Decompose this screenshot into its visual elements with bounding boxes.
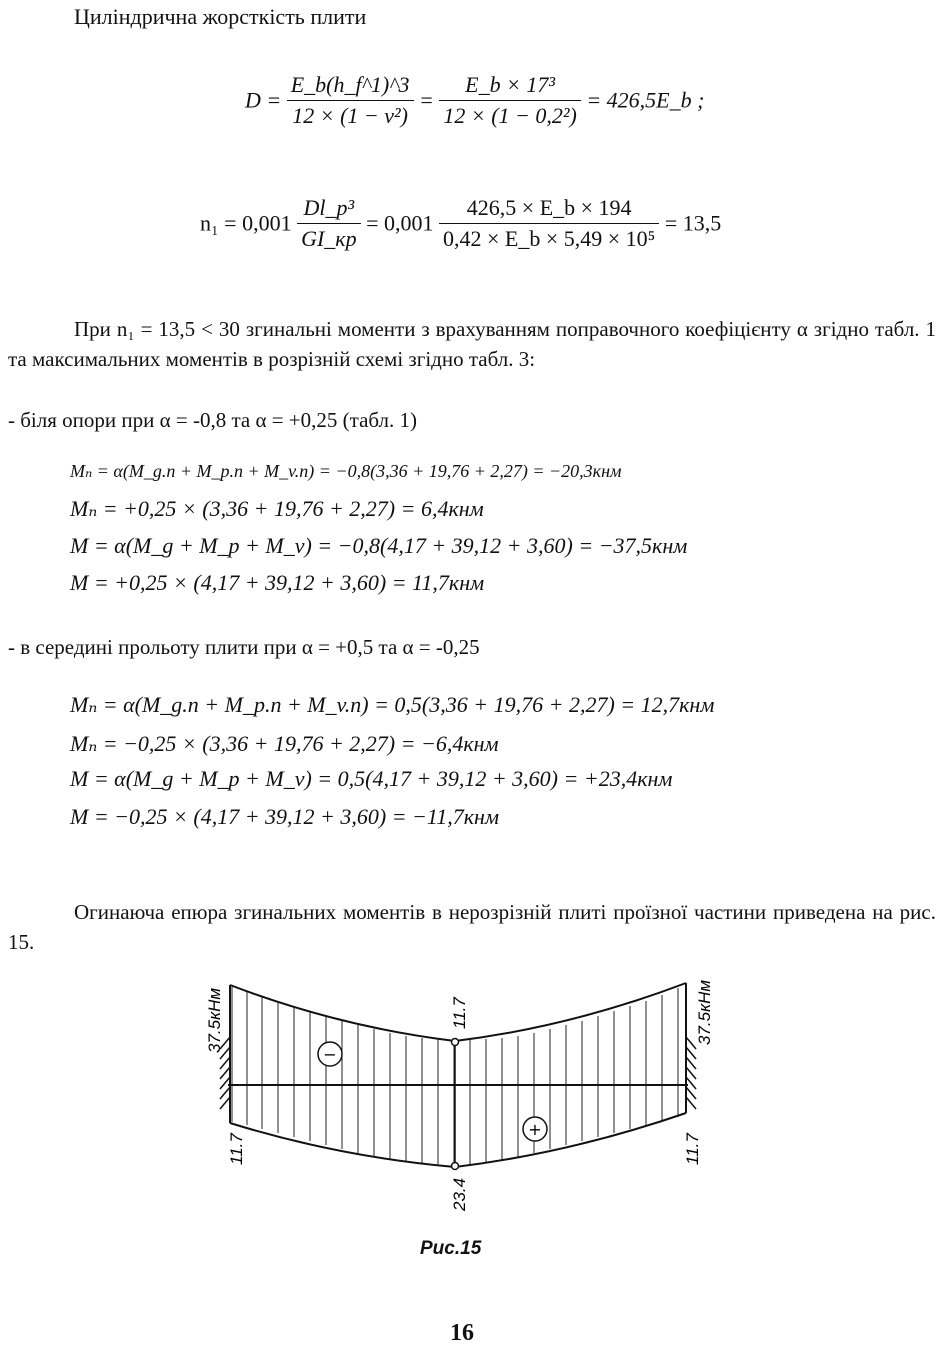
support-formula-1: Mₙ = α(M_g.n + M_p.n + M_v.n) = −0,8(3,36 + 19,76 + 2,27) = −20,3кнм	[70, 461, 622, 481]
formula-n1-fraction-1	[297, 195, 361, 252]
left-bottom-value: 11.7	[227, 1133, 246, 1165]
formula-n1-lhs: n₁ = 0,001	[200, 210, 292, 236]
formula-d-result: = 426,5E_b ;	[586, 87, 705, 113]
formula-n1-mid: = 0,001	[366, 210, 434, 236]
formula-n1-fraction-2	[439, 195, 659, 252]
page-number: 16	[450, 1320, 474, 1346]
formula-d-f1-num: E_b(h_f^1)^3	[287, 72, 414, 101]
midspan-formula-3: M = α(M_g + M_p + M_v) = 0,5(4,17 + 39,12 + 3,60) = +23,4кнм	[70, 766, 673, 791]
paragraph-intro: При n₁ = 13,5 < 30 згинальні моменти з врахуванням поправочного коефіцієнту α згідно табл. 1 та максимальних моментів в розрізній схемі згідно табл. 3:	[8, 317, 936, 371]
formula-d: D = $\frac{E\_b(h\_f\^{}1)\^{}3}{\text{12 × (1 − ν²)}}$ = $\frac{\text{E\_b × 17³}}{\text{12 × (1 − 0,2²)}}$ = 426,5E_b ;	[245, 72, 705, 128]
support-condition-line: - біля опори при α = -0,8 та α = +0,25 (табл. 1)	[8, 408, 418, 432]
formula-n1	[200, 195, 721, 252]
formula-n1-f2-num: 426,5 × E_b × 194	[439, 195, 659, 224]
right-top-value: 37.5кНм	[695, 979, 714, 1045]
positive-envelope-curve	[230, 1113, 686, 1167]
mid-bottom-value: 23.4	[450, 1177, 469, 1211]
right-support-hatch	[686, 1037, 696, 1109]
formula-n1-f2-den: 0,42 × E_b × 5,49 × 10⁵	[443, 226, 656, 251]
paragraph-diagram-intro: Огинаюча епюра згинальних моментів в нерозрізній плиті проїзної частини приведена на рис. 15.	[8, 900, 936, 954]
formula-d-f1-den: 12 × (1 − ν²)	[292, 103, 408, 128]
moment-envelope-diagram	[190, 965, 730, 1225]
section-heading: Циліндрична жорсткість плити	[74, 4, 367, 29]
support-formula-3: M = α(M_g + M_p + M_v) = −0,8(4,17 + 39,12 + 3,60) = −37,5кнм	[70, 533, 688, 558]
midspan-formula-2: Mₙ = −0,25 × (3,36 + 19,76 + 2,27) = −6,4кнм	[70, 731, 499, 756]
midspan-bottom-node	[452, 1163, 459, 1170]
formula-n1-result: = 13,5	[664, 210, 722, 236]
formula-d-fraction-2	[439, 72, 580, 129]
formula-d-lhs: D =	[245, 87, 282, 113]
midspan-condition-line: - в середині прольоту плити при α = +0,5 та α = -0,25	[8, 635, 480, 659]
midspan-formula-1: Mₙ = α(M_g.n + M_p.n + M_v.n) = 0,5(3,36 + 19,76 + 2,27) = 12,7кнм	[70, 692, 715, 717]
formula-n1-f1-num: Dl_p³	[297, 195, 361, 224]
formula-d-f2-num: E_b × 17³	[439, 72, 580, 101]
mid-top-value: 11.7	[450, 997, 469, 1029]
left-top-value: 37.5кНм	[205, 987, 224, 1053]
figure-caption: Рис.15	[420, 1238, 482, 1259]
formula-d-f2-den: 12 × (1 − 0,2²)	[443, 103, 577, 128]
formula-d-fraction-1	[287, 72, 414, 129]
support-formula-4: M = +0,25 × (4,17 + 39,12 + 3,60) = 11,7кнм	[70, 570, 485, 595]
plus-sign: +	[528, 1120, 542, 1139]
formula-n1-f1-den: GI_кр	[301, 226, 357, 251]
right-bottom-value: 11.7	[683, 1133, 702, 1165]
support-formula-2: Mₙ = +0,25 × (3,36 + 19,76 + 2,27) = 6,4кнм	[70, 496, 484, 521]
midspan-formula-4: M = −0,25 × (4,17 + 39,12 + 3,60) = −11,7кнм	[70, 804, 500, 829]
midspan-top-node	[452, 1039, 459, 1046]
minus-sign: −	[323, 1045, 337, 1064]
